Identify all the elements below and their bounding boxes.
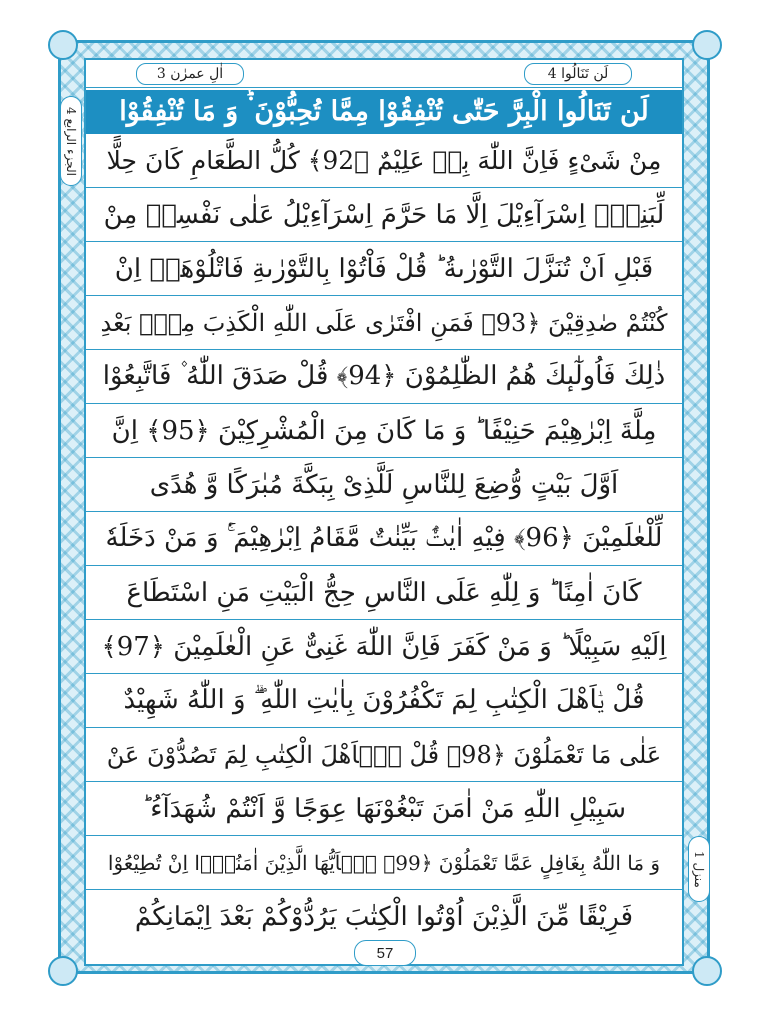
verse-line-text: مِنْ شَیْءٍ فَاِنَّ اللّٰهَ بِهٖ عَلِیْمٌ ﴿92﴾ كُلُّ الطَّعَامِ كَانَ حِلًّا bbox=[106, 146, 662, 175]
verse-line bbox=[86, 836, 682, 890]
page-header bbox=[86, 60, 682, 88]
verse-line-text: كَانَ اٰمِنًا ؕ وَ لِلّٰهِ عَلَى النَّاسِ حِجُّ الْبَیْتِ مَنِ اسْتَطَاعَ bbox=[126, 577, 642, 608]
verse-line bbox=[86, 890, 682, 944]
title-line-text: لَن تَنَالُوا الْبِرَّ حَتّٰى تُنْفِقُوْا مِمَّا تُحِبُّوْنَ ۬ؕ وَ مَا تُنْفِقُوْا bbox=[119, 96, 649, 127]
verse-line-text: كُنْتُمْ صٰدِقِیْنَ ﴿93﴾ فَمَنِ افْتَرٰى عَلَى اللّٰهِ الْكَذِبَ مِنْۢ بَعْدِ bbox=[100, 308, 668, 337]
surah-name-chip: اٰلِ عمرٰن 3 bbox=[136, 63, 244, 85]
corner-ornament bbox=[692, 30, 722, 60]
corner-ornament bbox=[48, 30, 78, 60]
verse-line-text: سَبِیْلِ اللّٰهِ مَنْ اٰمَنَ تَبْغُوْنَهَا عِوَجًا وَّ اَنْتُمْ شُهَدَآءُ ؕ bbox=[141, 793, 627, 824]
verse-line bbox=[86, 566, 682, 620]
verse-line bbox=[86, 188, 682, 242]
corner-ornament bbox=[692, 956, 722, 986]
verse-line-text: فَرِیْقًا مِّنَ الَّذِیْنَ اُوْتُوا الْكِتٰبَ یَرُدُّوْكُمْ بَعْدَ اِیْمَانِكُمْ bbox=[134, 902, 634, 932]
verse-line bbox=[86, 350, 682, 404]
verse-line bbox=[86, 674, 682, 728]
verse-line-text: قُلْ یٰۤاَهْلَ الْكِتٰبِ لِمَ تَكْفُرُوْنَ بِاٰیٰتِ اللّٰهِ ۖۗ وَ اللّٰهُ شَهِیْدٌ bbox=[123, 685, 645, 715]
verse-line bbox=[86, 404, 682, 458]
juz-margin-text: الجزء الرابع 4 bbox=[64, 106, 78, 176]
verse-line-text: لِّبَنِیْۤ اِسْرَآءِیْلَ اِلَّا مَا حَرَّمَ اِسْرَآءِیْلُ عَلٰى نَفْسِهٖ مِنْ bbox=[103, 199, 665, 230]
title-bar bbox=[86, 90, 682, 134]
page-number: 57 bbox=[354, 940, 416, 966]
verse-line-text: ذٰلِكَ فَاُولٰٓىٕكَ هُمُ الظّٰلِمُوْنَ ﴿94﴾ قُلْ صَدَقَ اللّٰهُ ۫ فَاتَّبِعُوْا bbox=[102, 361, 666, 391]
juz-margin-label bbox=[60, 96, 82, 186]
verse-line-text: لِّلْعٰلَمِیْنَ ﴿96﴾ فِیْهِ اٰیٰتٌۢ بَیِّنٰتٌ مَّقَامُ اِبْرٰهِیْمَ ۚ۬ وَ مَنْ دَخَلَهٗ bbox=[105, 523, 663, 553]
verse-line-text: اِلَیْهِ سَبِیْلًا ؕ وَ مَنْ كَفَرَ فَاِنَّ اللّٰهَ غَنِیٌّ عَنِ الْعٰلَمِیْنَ ﴿97﴾ bbox=[101, 631, 667, 662]
verse-line bbox=[86, 512, 682, 566]
verse-line bbox=[86, 458, 682, 512]
juz-name-chip: لَن تَنَالُوا 4 bbox=[524, 63, 632, 85]
verse-line-text: قَبْلِ اَنْ تُنَزَّلَ التَّوْرٰىةُ ؕ قُلْ فَاْتُوْا بِالتَّوْرٰىةِ فَاتْلُوْهَاۤ اِنْ bbox=[114, 253, 654, 284]
verse-line-text: مِلَّةَ اِبْرٰهِیْمَ حَنِیْفًا ؕ وَ مَا كَانَ مِنَ الْمُشْرِكِیْنَ ﴿95﴾ اِنَّ bbox=[111, 415, 657, 446]
verse-line bbox=[86, 728, 682, 782]
verse-line bbox=[86, 296, 682, 350]
manzil-margin-text: منزل 1 bbox=[692, 850, 706, 888]
verse-line bbox=[86, 620, 682, 674]
verse-line-text: وَ مَا اللّٰهُ بِغَافِلٍ عَمَّا تَعْمَلُوْنَ ﴿99﴾ یٰۤاَیُّهَا الَّذِیْنَ اٰمَنُوْۤا اِنْ تُطِیْعُوْا bbox=[107, 850, 661, 875]
verse-line-text: اَوَّلَ بَیْتٍ وُّضِعَ لِلنَّاسِ لَلَّذِیْ بِبَكَّةَ مُبٰرَكًا وَّ هُدًى bbox=[149, 469, 619, 500]
verse-lines bbox=[86, 134, 682, 944]
manzil-margin-label bbox=[688, 836, 710, 902]
verse-line bbox=[86, 782, 682, 836]
corner-ornament bbox=[48, 956, 78, 986]
verse-line-text: عَلٰى مَا تَعْمَلُوْنَ ﴿98﴾ قُلْ یٰۤاَهْلَ الْكِتٰبِ لِمَ تَصُدُّوْنَ عَنْ bbox=[106, 740, 662, 769]
verse-line bbox=[86, 242, 682, 296]
verse-line bbox=[86, 134, 682, 188]
